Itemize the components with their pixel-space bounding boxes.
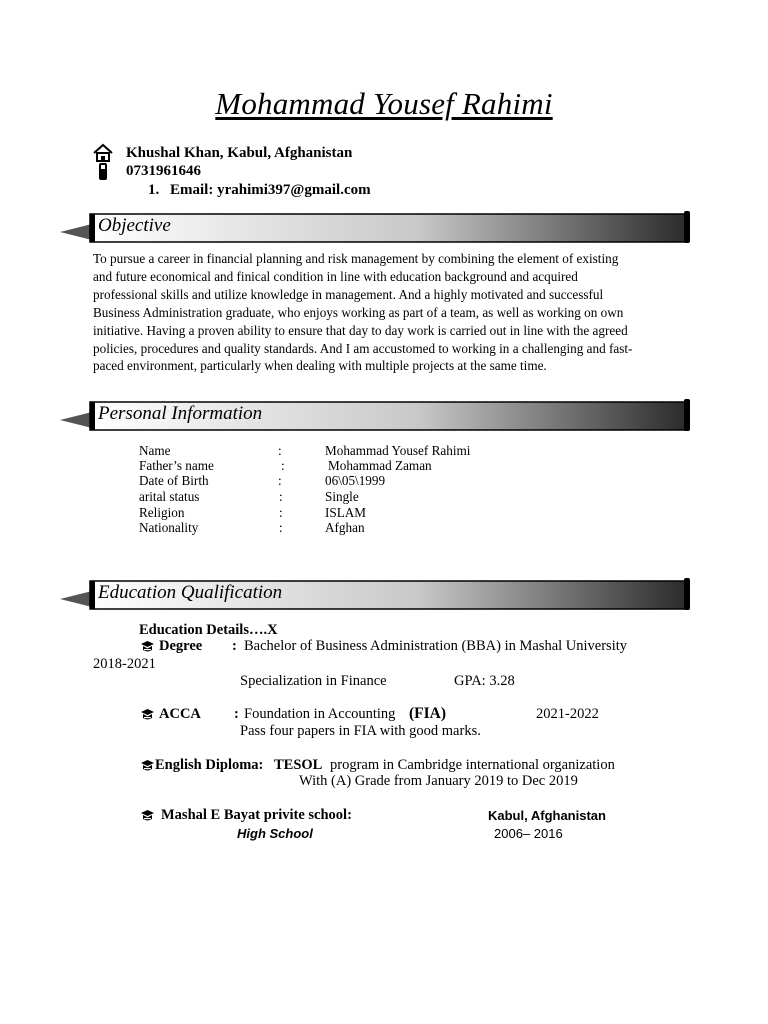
acca-colon: : — [234, 706, 239, 722]
education-banner — [60, 577, 692, 613]
resume-name: Mohammad Yousef Rahimi — [215, 86, 553, 121]
objective-line: and future economical and finical condition in line with education background and acquired — [93, 268, 578, 284]
mortarboard-icon — [140, 708, 155, 726]
pi-sep: : — [281, 458, 285, 473]
objective-line: paced environment, particularly when dealing with multiple projects at the same time. — [93, 358, 547, 374]
pi-value-marital: Single — [325, 489, 359, 504]
school-level: High School — [237, 826, 313, 841]
degree-text: Bachelor of Business Administration (BBA) in Mashal University — [244, 638, 628, 654]
pi-sep: : — [279, 489, 283, 504]
specialization: Specialization in Finance — [240, 673, 387, 689]
pi-value-nationality: Afghan — [325, 520, 365, 535]
objective-line: initiative. Having a proven ability to ensure that day to day work is carried out in line with the agreed — [93, 322, 628, 338]
personal-info-banner — [60, 398, 692, 434]
section-title-objective: Objective — [98, 215, 171, 236]
pi-label-religion: Religion — [139, 505, 185, 520]
pi-value-dob: 06\05\1999 — [325, 473, 386, 488]
objective-line: professional skills and utilize knowledge in management. And a highly motivated and successful — [93, 286, 604, 302]
pi-value-religion: ISLAM — [325, 505, 367, 520]
acca-label: ACCA — [159, 706, 201, 722]
gpa: GPA: 3.28 — [454, 673, 515, 689]
objective-line: To pursue a career in financial planning and risk management by combining the element of existing — [93, 251, 619, 266]
phone: 0731961646 — [126, 163, 201, 179]
school-years: 2006– 2016 — [494, 826, 563, 841]
education-details-heading: Education Details….X — [139, 622, 278, 638]
mortarboard-icon — [140, 809, 155, 827]
pi-sep: : — [278, 473, 282, 488]
pi-sep: : — [279, 520, 283, 535]
objective-line: policies, procedures and quality standards. And I am accustomed to working in a challenging and fast- — [93, 340, 633, 356]
acca-fia: (FIA) — [409, 705, 447, 722]
degree-years: 2018-2021 — [93, 656, 156, 672]
english-note: With (A) Grade from January 2019 to Dec 2019 — [299, 773, 578, 789]
acca-text: Foundation in Accounting — [244, 706, 396, 722]
acca-years: 2021-2022 — [536, 706, 599, 722]
pi-value-father: Mohammad Zaman — [328, 458, 432, 473]
acca-note: Pass four papers in FIA with good marks. — [240, 723, 481, 739]
section-title-education: Education Qualification — [98, 582, 283, 603]
section-title-personal: Personal Information — [98, 403, 263, 424]
objective-banner — [60, 210, 692, 246]
objective-line: Business Administration graduate, who enjoys working as part of a team, as well as working on own — [93, 304, 624, 320]
email[interactable]: Email: yrahimi397@gmail.com — [170, 182, 371, 198]
degree-colon: : — [232, 638, 237, 654]
objective-text — [93, 250, 683, 375]
pi-value-name: Mohammad Yousef Rahimi — [325, 443, 471, 458]
english-label: English Diploma: — [155, 757, 264, 773]
pi-sep: : — [278, 443, 282, 458]
english-tesol: TESOL — [274, 757, 323, 773]
pi-label-name: Name — [139, 443, 171, 458]
pi-label-father: Father’s name — [139, 458, 214, 473]
english-text: program in Cambridge international organization — [330, 757, 615, 773]
pi-label-nationality: Nationality — [139, 520, 199, 535]
phone-icon — [96, 162, 110, 187]
address: Khushal Khan, Kabul, Afghanistan — [126, 145, 353, 161]
pi-sep: : — [279, 505, 283, 520]
school-label: Mashal E Bayat privite school: — [161, 807, 352, 823]
pi-label-dob: Date of Birth — [139, 473, 209, 488]
degree-label: Degree — [159, 638, 203, 654]
mortarboard-icon — [140, 759, 155, 777]
school-location: Kabul, Afghanistan — [488, 808, 606, 823]
pi-label-marital: arital status — [139, 489, 200, 504]
email-number: 1. — [148, 182, 160, 198]
